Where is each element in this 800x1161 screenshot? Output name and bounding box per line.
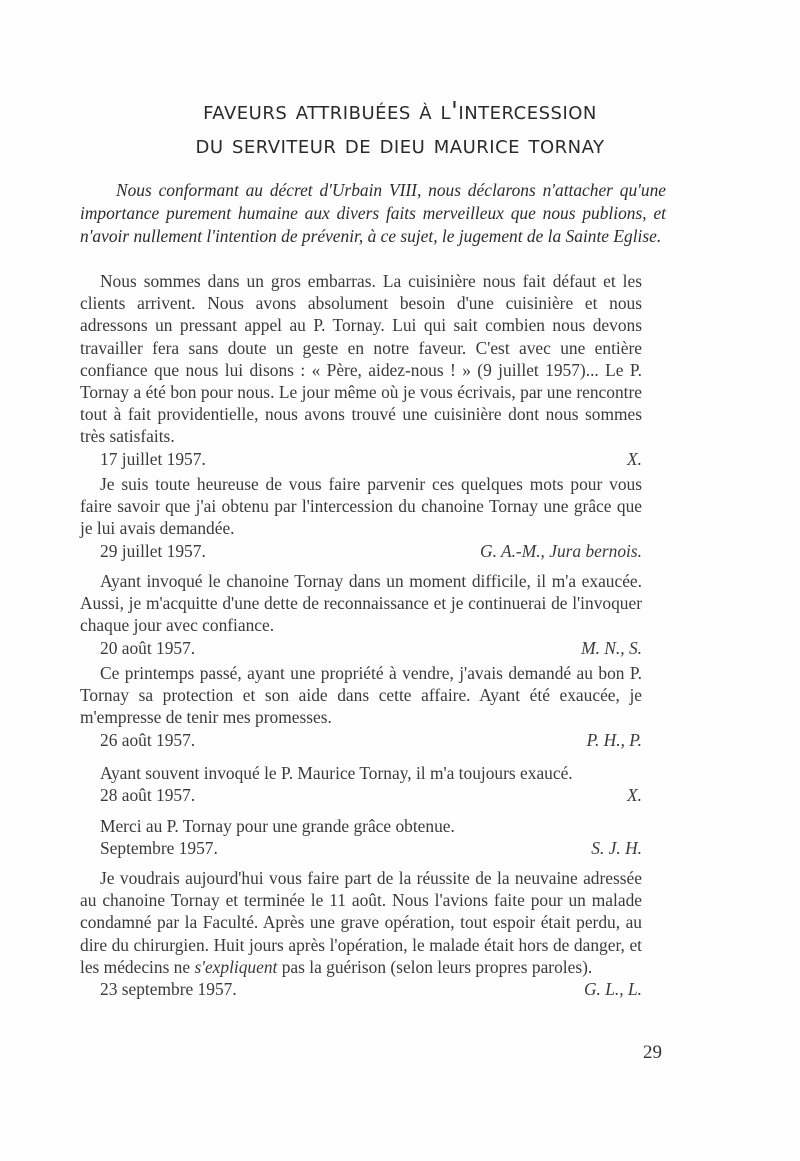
testimony-initials: S. J. H. (591, 838, 642, 859)
testimony-text: Je suis toute heureuse de vous faire parvenir ces quelques mots pour vous faire savoir que j'ai obtenu par l'intercession du chanoine Tornay une grâce que je lui avais demandée. (80, 474, 642, 539)
testimony-signature (80, 540, 642, 562)
page-number: 29 (643, 1042, 662, 1063)
testimony-entry-3 (80, 570, 642, 659)
testimony-entry-1 (80, 270, 642, 470)
title-line-2: du serviteur de dieu maurice tornay (195, 130, 605, 159)
testimony-signature (80, 637, 642, 659)
testimony-initials: X. (627, 785, 642, 806)
testimony-entry-5 (80, 762, 642, 806)
testimony-signature (80, 729, 642, 751)
testimony-date: 17 juillet 1957. (100, 448, 206, 469)
testimony-entry-7 (80, 867, 642, 1000)
testimony-emphasis: s'expliquent (194, 956, 278, 977)
testimony-entry-4 (80, 662, 642, 751)
disclaimer-paragraph: Nous conformant au décret d'Urbain VIII, nous déclarons n'attacher qu'une importance purement humaine aux divers faits merveilleux que nous publions, et n'avoir nullement l'intention de prévenir, à ce sujet, le jugement de la Sainte Eglise. (80, 180, 666, 246)
testimony-initials: M. N., S. (581, 637, 642, 658)
testimony-text-part: Je voudrais aujourd'hui vous faire part de la réussite de la neuvaine adressée au chanoine Tornay et terminée le 11 août. Nous l'avions faite pour un malade condamné par la Faculté. Après une grave opération, tout espoir était perdu, au dire du chirurgien. Huit jours après l'opération, le malade était hors de danger, et les médecins ne (80, 868, 642, 977)
testimony-signature (80, 978, 642, 1000)
testimony-date: Septembre 1957. (100, 838, 218, 859)
testimony-entry-2 (80, 473, 642, 562)
page-title (100, 94, 700, 162)
testimony-date: 23 septembre 1957. (100, 979, 237, 1000)
testimony-text-part: pas la guérison (selon leurs propres paroles). (277, 956, 593, 977)
title-line-1: faveurs attribuées à l'intercession (203, 96, 597, 125)
testimony-entry-6 (80, 815, 642, 859)
testimony-text: Merci au P. Tornay pour une grande grâce obtenue. (100, 816, 455, 836)
testimony-initials: X. (627, 448, 642, 469)
testimony-signature (80, 448, 642, 470)
testimony-initials: G. A.-M., Jura bernois. (480, 540, 642, 561)
testimony-date: 26 août 1957. (100, 729, 196, 750)
testimony-initials: P. H., P. (586, 729, 642, 750)
testimony-signature (80, 784, 642, 806)
testimony-text: Ayant invoqué le chanoine Tornay dans un moment difficile, il m'a exaucée. Aussi, je m'acquitte d'une dette de reconnaissance et je continuerai de l'invoquer chaque jour avec confiance. (80, 571, 642, 636)
testimony-text: Nous sommes dans un gros embarras. La cuisinière nous fait défaut et les clients arrivent. Nous avons absolument besoin d'une cuisinière et nous adressons un pressant appel au P. Tornay. Lui qui sait combien nous devons travailler fera sans doute un geste en notre faveur. C'est avec une entière confiance que nous lui disons : « Père, aidez-nous ! » (9 juillet 1957)... Le P. Tornay a été bon pour nous. Le jour même où je vous écrivais, par une rencontre tout à fait providentielle, nous avons trouvé une cuisinière dont nous sommes très satisfaits. (80, 271, 642, 447)
testimony-initials: G. L., L. (584, 979, 642, 1000)
testimony-signature (80, 837, 642, 859)
testimony-date: 28 août 1957. (100, 785, 196, 806)
testimony-text (80, 867, 642, 978)
testimony-date: 29 juillet 1957. (100, 540, 206, 561)
testimony-text: Ayant souvent invoqué le P. Maurice Tornay, il m'a toujours exaucé. (100, 763, 573, 783)
testimony-text: Ce printemps passé, ayant une propriété à vendre, j'avais demandé au bon P. Tornay sa protection et son aide dans cette affaire. Ayant été exaucée, je m'empresse de tenir mes promesses. (80, 663, 642, 728)
testimony-date: 20 août 1957. (100, 637, 196, 658)
